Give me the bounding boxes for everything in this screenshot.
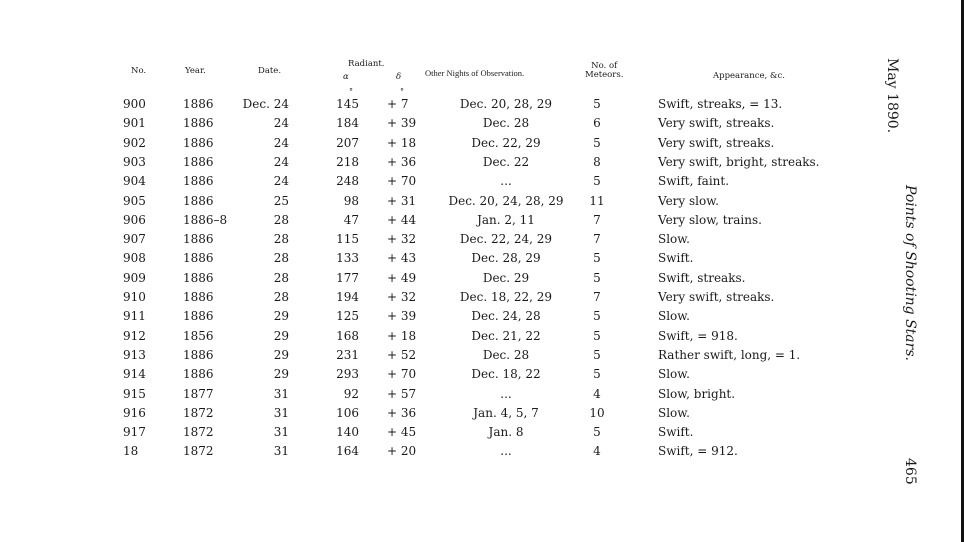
row-other-nights: Dec. 28, 29 — [471, 251, 541, 266]
row-year: 1886 — [183, 116, 214, 131]
row-radiant-alpha: 168 — [336, 328, 359, 343]
row-year: 1856 — [183, 328, 214, 343]
row-date: Dec. 24 — [242, 97, 289, 111]
row-meteor-count: 8 — [593, 154, 601, 169]
row-meteor-count: 6 — [593, 116, 601, 131]
header-no: No. — [131, 66, 147, 76]
row-appearance: Slow. — [658, 367, 690, 382]
row-date: 24 — [273, 174, 289, 189]
header-other-nights: Other Nights of Observation. — [425, 68, 525, 78]
row-number: 902 — [123, 135, 146, 150]
row-date: 29 — [273, 347, 289, 362]
row-number: 908 — [123, 251, 146, 266]
row-appearance: Rather swift, long, = 1. — [658, 347, 801, 362]
row-other-nights: ... — [500, 174, 512, 189]
row-radiant-alpha: 194 — [336, 290, 359, 304]
row-other-nights: Dec. 22, 29 — [471, 135, 541, 150]
row-other-nights: Jan. 8 — [488, 425, 524, 440]
row-radiant-delta: + 32 — [387, 290, 417, 304]
row-other-nights: Dec. 28 — [482, 347, 530, 362]
header-alpha: α — [343, 72, 349, 82]
row-meteor-count: 5 — [593, 135, 601, 150]
header-year: Year. — [185, 66, 206, 76]
row-appearance: Slow. — [658, 405, 690, 420]
row-number: 907 — [123, 232, 146, 247]
row-meteor-count: 7 — [593, 212, 601, 227]
row-number: 901 — [123, 116, 146, 131]
row-number: 909 — [123, 270, 146, 285]
row-other-nights: Dec. 22, 24, 29 — [459, 232, 553, 247]
row-meteor-count: 5 — [593, 309, 601, 324]
row-date: 29 — [273, 328, 289, 343]
row-radiant-delta: + 39 — [387, 309, 417, 324]
row-number: 914 — [123, 367, 146, 382]
row-appearance: Very swift, streaks. — [658, 135, 775, 150]
row-radiant-alpha: 218 — [336, 154, 359, 169]
row-radiant-alpha: 184 — [336, 116, 359, 131]
row-year: 1886 — [183, 309, 214, 324]
row-year: 1872 — [183, 444, 214, 459]
row-date: 31 — [273, 425, 289, 440]
row-meteor-count: 4 — [593, 444, 601, 459]
row-date: 29 — [273, 367, 289, 382]
row-appearance: Slow, bright. — [658, 386, 736, 401]
row-radiant-alpha: 47 — [343, 212, 359, 227]
row-radiant-alpha: 92 — [343, 386, 359, 401]
row-radiant-delta: + 7 — [387, 97, 409, 111]
row-appearance: Swift, = 918. — [658, 328, 738, 343]
header-delta: δ — [396, 72, 402, 82]
row-number: 915 — [123, 386, 146, 401]
row-appearance: Very swift, streaks. — [658, 290, 775, 304]
row-radiant-delta: + 36 — [387, 405, 417, 420]
degree-mark-delta: ° — [400, 87, 404, 96]
row-date: 29 — [273, 309, 289, 324]
row-other-nights: Dec. 20, 24, 28, 29 — [448, 193, 564, 208]
row-meteor-count: 5 — [593, 97, 601, 111]
degree-mark-alpha: ° — [349, 87, 353, 96]
row-radiant-delta: + 31 — [387, 193, 417, 208]
row-appearance: Slow. — [658, 232, 690, 247]
row-meteor-count: 7 — [593, 232, 601, 247]
row-meteor-count: 7 — [593, 290, 601, 304]
page-number: 465 — [902, 458, 918, 485]
row-year: 1886 — [183, 270, 214, 285]
row-radiant-delta: + 52 — [387, 347, 417, 362]
header-radiant: Radiant. — [348, 59, 385, 69]
row-radiant-alpha: 106 — [336, 405, 359, 420]
row-radiant-delta: + 18 — [387, 135, 417, 150]
row-radiant-alpha: 140 — [336, 425, 359, 440]
row-radiant-delta: + 57 — [387, 386, 417, 401]
row-year: 1886 — [183, 251, 214, 266]
row-appearance: Very slow. — [658, 193, 719, 208]
header-meteors-line1: No. of — [591, 61, 618, 71]
row-radiant-alpha: 293 — [336, 367, 359, 382]
row-other-nights: Dec. 29 — [482, 270, 530, 285]
row-appearance: Very swift, bright, streaks. — [658, 154, 820, 169]
row-date: 28 — [273, 270, 289, 285]
row-appearance: Swift, streaks, = 13. — [658, 97, 783, 111]
row-year: 1886 — [183, 135, 214, 150]
row-year: 1886 — [183, 174, 214, 189]
row-appearance: Swift. — [658, 251, 694, 266]
row-radiant-delta: + 45 — [387, 425, 417, 440]
row-other-nights: Dec. 22 — [482, 154, 530, 169]
row-number: 904 — [123, 174, 146, 189]
row-number: 906 — [123, 212, 146, 227]
row-radiant-alpha: 248 — [336, 174, 359, 189]
row-meteor-count: 5 — [593, 425, 601, 440]
row-date: 24 — [273, 154, 289, 169]
header-date: Date. — [258, 66, 282, 76]
row-date: 28 — [273, 251, 289, 266]
row-date: 31 — [273, 405, 289, 420]
row-year: 1886 — [183, 232, 214, 247]
row-other-nights: Dec. 24, 28 — [471, 309, 541, 324]
row-other-nights: ... — [500, 386, 512, 401]
row-meteor-count: 5 — [593, 270, 601, 285]
row-year: 1886 — [183, 290, 214, 304]
row-year: 1877 — [183, 386, 214, 401]
row-meteor-count: 5 — [593, 367, 601, 382]
row-other-nights: Jan. 2, 11 — [477, 212, 535, 227]
row-date: 24 — [273, 116, 289, 131]
row-meteor-count: 5 — [593, 251, 601, 266]
row-appearance: Very swift, streaks. — [658, 116, 775, 131]
row-date: 28 — [273, 232, 289, 247]
row-meteor-count: 5 — [593, 328, 601, 343]
row-number: 18 — [123, 444, 139, 459]
row-other-nights: Dec. 20, 28, 29 — [459, 97, 553, 111]
row-meteor-count: 5 — [593, 347, 601, 362]
row-number: 903 — [123, 154, 146, 169]
row-number: 910 — [123, 290, 146, 304]
row-other-nights: Dec. 21, 22 — [471, 328, 541, 343]
row-year: 1872 — [183, 425, 214, 440]
row-radiant-delta: + 20 — [387, 444, 417, 459]
row-year: 1886–8 — [183, 212, 228, 227]
row-radiant-delta: + 44 — [387, 212, 417, 227]
running-head-title: Points of Shooting Stars. — [902, 185, 918, 361]
row-appearance: Swift, streaks. — [658, 270, 746, 285]
row-appearance: Swift, = 912. — [658, 444, 738, 459]
row-meteor-count: 11 — [589, 193, 605, 208]
row-other-nights: Dec. 18, 22, 29 — [459, 290, 553, 304]
row-radiant-alpha: 125 — [336, 309, 359, 324]
row-appearance: Swift. — [658, 425, 694, 440]
row-date: 31 — [273, 386, 289, 401]
row-radiant-alpha: 115 — [336, 232, 359, 247]
row-appearance: Very slow, trains. — [658, 212, 762, 227]
row-date: 28 — [273, 290, 289, 304]
row-other-nights: Jan. 4, 5, 7 — [473, 405, 539, 420]
header-appearance: Appearance, &c. — [713, 71, 785, 81]
row-number: 911 — [123, 309, 146, 324]
row-radiant-alpha: 133 — [336, 251, 359, 266]
row-radiant-delta: + 32 — [387, 232, 417, 247]
row-radiant-delta: + 70 — [387, 174, 417, 189]
running-head-date: May 1890. — [884, 58, 900, 134]
row-number: 905 — [123, 193, 146, 208]
row-radiant-delta: + 36 — [387, 154, 417, 169]
row-radiant-delta: + 39 — [387, 116, 417, 131]
row-appearance: Swift, faint. — [658, 174, 730, 189]
row-date: 31 — [273, 444, 289, 459]
row-other-nights: ... — [500, 444, 512, 459]
row-year: 1886 — [183, 347, 214, 362]
row-radiant-alpha: 164 — [336, 444, 359, 459]
row-radiant-alpha: 98 — [343, 193, 359, 208]
row-radiant-alpha: 207 — [336, 135, 359, 150]
row-year: 1886 — [183, 193, 214, 208]
row-year: 1886 — [183, 154, 214, 169]
row-number: 912 — [123, 328, 146, 343]
row-year: 1872 — [183, 405, 214, 420]
row-number: 913 — [123, 347, 146, 362]
row-radiant-alpha: 231 — [336, 347, 359, 362]
row-radiant-delta: + 18 — [387, 328, 417, 343]
header-meteors — [585, 62, 623, 80]
row-other-nights: Dec. 18, 22 — [471, 367, 541, 382]
row-date: 28 — [273, 212, 289, 227]
row-radiant-alpha: 145 — [336, 97, 359, 111]
row-meteor-count: 5 — [593, 174, 601, 189]
header-meteors-line2: Meteors. — [585, 70, 624, 80]
row-other-nights: Dec. 28 — [482, 116, 530, 131]
row-radiant-delta: + 49 — [387, 270, 417, 285]
row-radiant-delta: + 70 — [387, 367, 417, 382]
row-radiant-alpha: 177 — [336, 270, 359, 285]
row-year: 1886 — [183, 97, 214, 111]
row-radiant-delta: + 43 — [387, 251, 417, 266]
row-number: 900 — [123, 97, 146, 111]
row-meteor-count: 10 — [589, 405, 605, 420]
row-number: 916 — [123, 405, 146, 420]
row-number: 917 — [123, 425, 146, 440]
row-year: 1886 — [183, 367, 214, 382]
row-meteor-count: 4 — [593, 386, 601, 401]
row-date: 24 — [273, 135, 289, 150]
row-appearance: Slow. — [658, 309, 690, 324]
row-date: 25 — [273, 193, 289, 208]
